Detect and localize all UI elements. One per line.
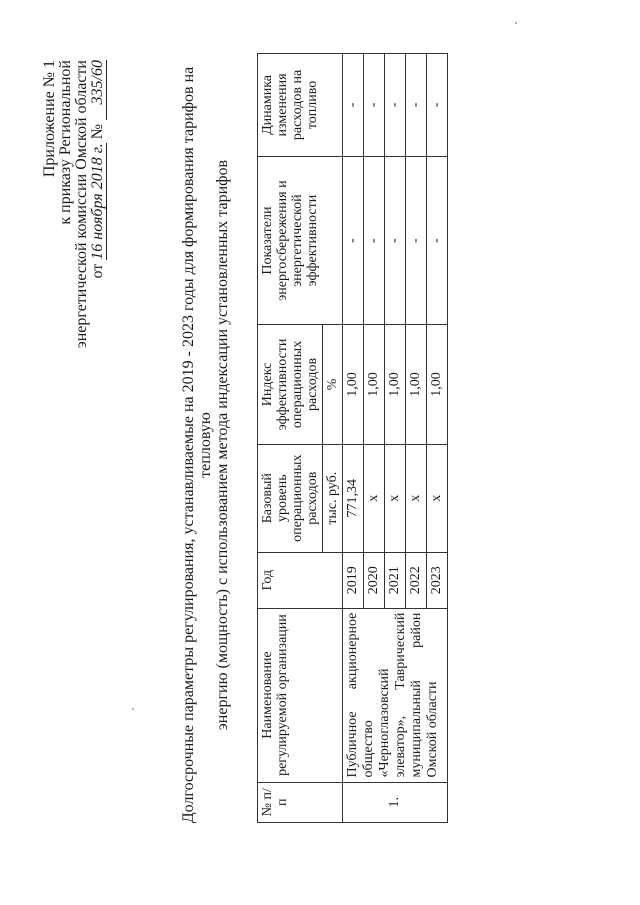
base-cell: x <box>427 444 448 552</box>
base-cell: x <box>385 444 406 552</box>
index-cell: 1,00 <box>364 325 385 444</box>
title-line-2: энергию (мощность) с использованием метода индексации установленных тарифов <box>214 159 231 731</box>
unit-base-level: тыс. руб. <box>323 444 343 552</box>
header-year: Год <box>258 552 343 608</box>
energy-cell: - <box>385 156 406 324</box>
index-cell: 1,00 <box>406 325 427 444</box>
fuel-cell: - <box>343 54 364 157</box>
header-energy-saving: Показатели энергосбережения и энергетической эффективности <box>258 156 343 324</box>
parameters-table <box>257 53 448 823</box>
energy-cell: - <box>364 156 385 324</box>
title-line-1: Долгосрочные параметры регулирования, устанавливаемые на 2019 - 2023 годы для формирования тарифов на тепловую <box>180 66 214 824</box>
fuel-cell: - <box>385 54 406 157</box>
index-cell: 1,00 <box>385 325 406 444</box>
fuel-cell: - <box>364 54 385 157</box>
base-cell: x <box>406 444 427 552</box>
year-cell: 2022 <box>406 552 427 608</box>
fuel-cell: - <box>427 54 448 157</box>
table-header-row <box>258 54 323 823</box>
header-num: № п/п <box>258 782 343 822</box>
header-base-level: Базовый уровень операционных расходов <box>258 444 323 552</box>
order-date-line <box>90 60 107 480</box>
header-organization: Наименование регулируемой организации <box>258 608 343 782</box>
date-prefix: от <box>89 263 106 279</box>
header-efficiency-index: Индекс эффективности операционных расходов <box>258 325 323 444</box>
header-fuel-dynamics: Динамика изменения расходов на топливо <box>258 54 343 157</box>
index-cell: 1,00 <box>427 325 448 444</box>
handwritten-date: 16 ноября 2018 г. <box>89 143 106 260</box>
year-cell: 2019 <box>343 552 364 608</box>
base-cell: 771,34 <box>343 444 364 552</box>
index-cell: 1,00 <box>343 325 364 444</box>
document-title <box>180 45 231 845</box>
order-reference: к приказу Региональной <box>57 60 74 225</box>
appendix-number: Приложение № 1 <box>41 60 58 178</box>
year-cell: 2023 <box>427 552 448 608</box>
unit-efficiency-index: % <box>323 325 343 444</box>
energy-cell: - <box>343 156 364 324</box>
energy-cell: - <box>427 156 448 324</box>
number-prefix: № <box>89 124 106 140</box>
appendix-header <box>42 60 107 480</box>
row-number: 1. <box>343 782 448 822</box>
fuel-cell: - <box>406 54 427 157</box>
base-cell: x <box>364 444 385 552</box>
commission-name: энергетической комиссии Омской области <box>73 60 90 349</box>
year-cell: 2021 <box>385 552 406 608</box>
organization-name: Публичное акционерное общество «Черноглазовский элеватор», Таврический муниципальный район Омской области <box>343 608 448 782</box>
table-row <box>343 54 364 823</box>
handwritten-number: 335/60 <box>90 60 107 120</box>
energy-cell: - <box>406 156 427 324</box>
year-cell: 2020 <box>364 552 385 608</box>
